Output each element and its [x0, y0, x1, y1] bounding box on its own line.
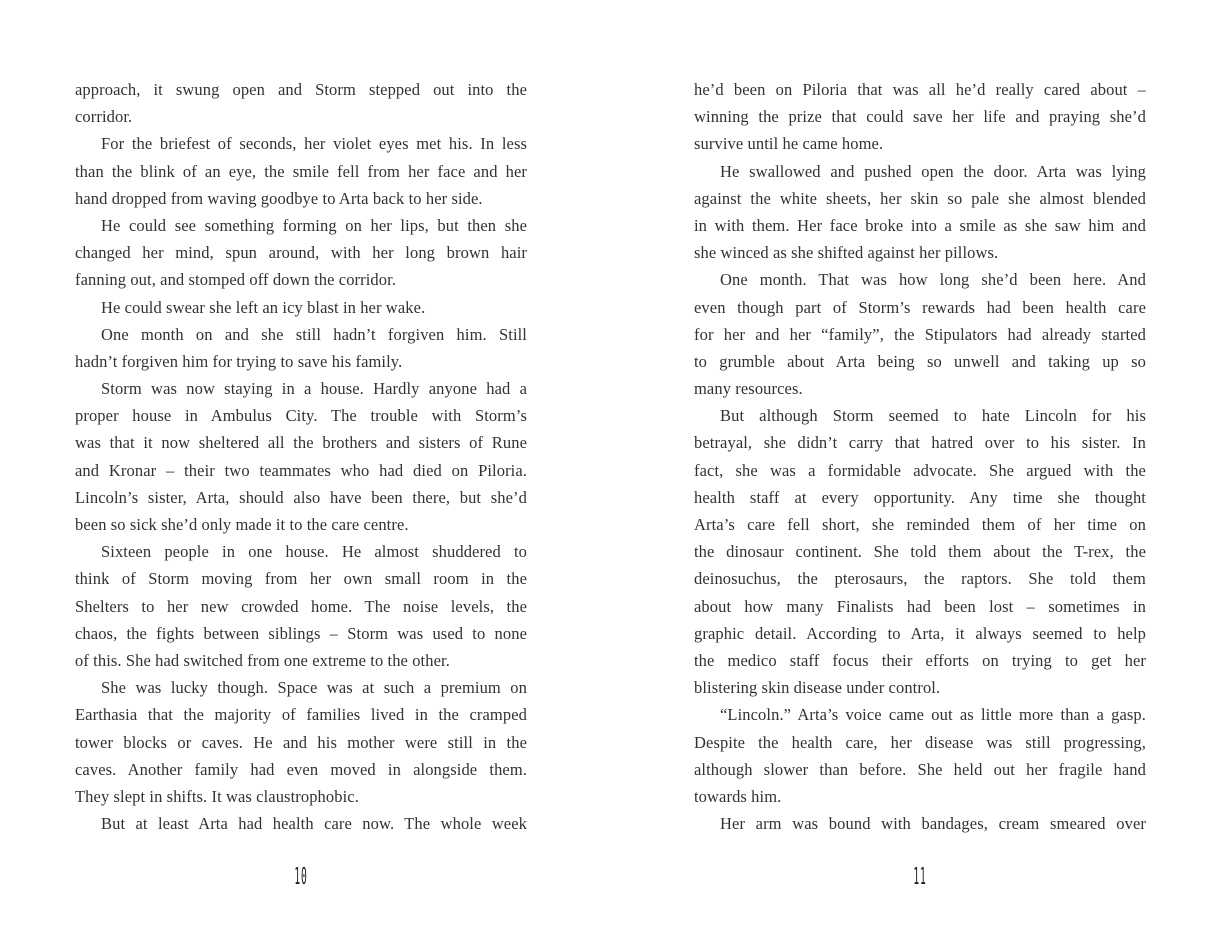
text-line: deinosuchus, the pterosaurs, the raptors. She told them [694, 569, 1146, 589]
text-line: she winced as she shifted against her pillows. [694, 243, 999, 263]
text-line: For the briefest of seconds, her violet eyes met his. In less [101, 134, 527, 154]
text-line: the dinosaur continent. She told them about the T-rex, the [694, 542, 1146, 562]
text-line: Storm was now staying in a house. Hardly anyone had a [101, 379, 527, 399]
text-line: approach, it swung open and Storm stepped out into the [75, 80, 527, 99]
text-line: proper house in Ambulus City. The trouble with Storm’s [75, 406, 527, 426]
text-line: graphic detail. According to Arta, it always seemed to help [694, 623, 1146, 643]
text-line: chaos, the fights between siblings – Storm was used to none [75, 623, 527, 643]
text-line: She was lucky though. Space was at such a premium on [101, 678, 527, 698]
page-left-text [75, 76, 527, 837]
text-line: He swallowed and pushed open the door. Arta was lying [720, 161, 1146, 181]
text-line: Despite the health care, her disease was still progressing, [694, 732, 1146, 752]
text-line: fanning out, and stomped off down the corridor. [75, 270, 397, 290]
text-line: to grumble about Arta being so unwell and taking up so [694, 351, 1146, 371]
text-line: One month. That was how long she’d been here. And [720, 270, 1146, 290]
text-line: But although Storm seemed to hate Lincoln for his [720, 406, 1146, 426]
text-line: the medico staff focus their efforts on trying to get her [694, 650, 1146, 670]
text-line: towards him. [694, 786, 782, 806]
text-line: He could see something forming on her lips, but then she [101, 215, 527, 235]
text-line: of this. She had switched from one extreme to the other. [75, 650, 450, 670]
text-line: think of Storm moving from her own small room in the [75, 569, 527, 589]
text-line: He could swear she left an icy blast in her wake. [101, 297, 426, 317]
text-line: was that it now sheltered all the brothers and sisters of Rune [75, 433, 527, 453]
text-line: blistering skin disease under control. [694, 678, 941, 698]
text-line: caves. Another family had even moved in alongside them. [75, 759, 527, 779]
text-line: and Kronar – their two teammates who had died on Piloria. [75, 460, 527, 480]
text-line: Sixteen people in one house. He almost shuddered to [101, 542, 527, 562]
text-line: Arta’s care fell short, she reminded them of her time on [694, 515, 1146, 534]
text-line: Her arm was bound with bandages, cream smeared over [720, 814, 1146, 834]
page-right-text [694, 76, 1146, 837]
text-line: survive until he came home. [694, 134, 884, 154]
text-line: although slower than before. She held out her fragile hand [694, 759, 1146, 779]
text-line: many resources. [694, 379, 803, 399]
text-line: Lincoln’s sister, Arta, should also have been there, but she’d [75, 487, 527, 507]
text-line: been so sick she’d only made it to the care centre. [75, 515, 409, 534]
text-line: tower blocks or caves. He and his mother were still in the [75, 732, 527, 752]
text-line: health staff at every opportunity. Any time she thought [694, 487, 1146, 507]
text-line: They slept in shifts. It was claustrophobic. [75, 786, 359, 806]
text-line: fact, she was a formidable advocate. She argued with the [694, 460, 1146, 480]
page-number-left: 10 [294, 864, 308, 890]
text-line: changed her mind, spun around, with her long brown hair [75, 243, 527, 263]
text-line: even though part of Storm’s rewards had been health care [694, 297, 1146, 317]
text-line: he’d been on Piloria that was all he’d really cared about – [694, 80, 1146, 99]
text-line: corridor. [75, 107, 133, 127]
text-line: about how many Finalists had been lost – sometimes in [694, 596, 1146, 616]
page-number-right: 11 [913, 864, 927, 890]
text-line: One month on and she still hadn’t forgiven him. Still [101, 324, 527, 344]
text-line: for her and her “family”, the Stipulators had already started [694, 324, 1146, 344]
text-line: against the white sheets, her skin so pale she almost blended [694, 188, 1146, 208]
text-line: Shelters to her new crowded home. The noise levels, the [75, 596, 527, 616]
text-line: betrayal, she didn’t carry that hatred over to his sister. In [694, 433, 1146, 453]
text-line: than the blink of an eye, the smile fell from her face and her [75, 161, 527, 181]
text-line: in with them. Her face broke into a smile as she saw him and [694, 215, 1146, 235]
text-line: Earthasia that the majority of families lived in the cramped [75, 705, 527, 725]
text-line: winning the prize that could save her life and praying she’d [694, 107, 1146, 127]
text-line: hadn’t forgiven him for trying to save his family. [75, 351, 403, 371]
text-line: “Lincoln.” Arta’s voice came out as little more than a gasp. [720, 705, 1146, 725]
page-right [610, 0, 1220, 930]
text-line: hand dropped from waving goodbye to Arta back to her side. [75, 188, 483, 208]
text-line: But at least Arta had health care now. The whole week [101, 814, 527, 834]
